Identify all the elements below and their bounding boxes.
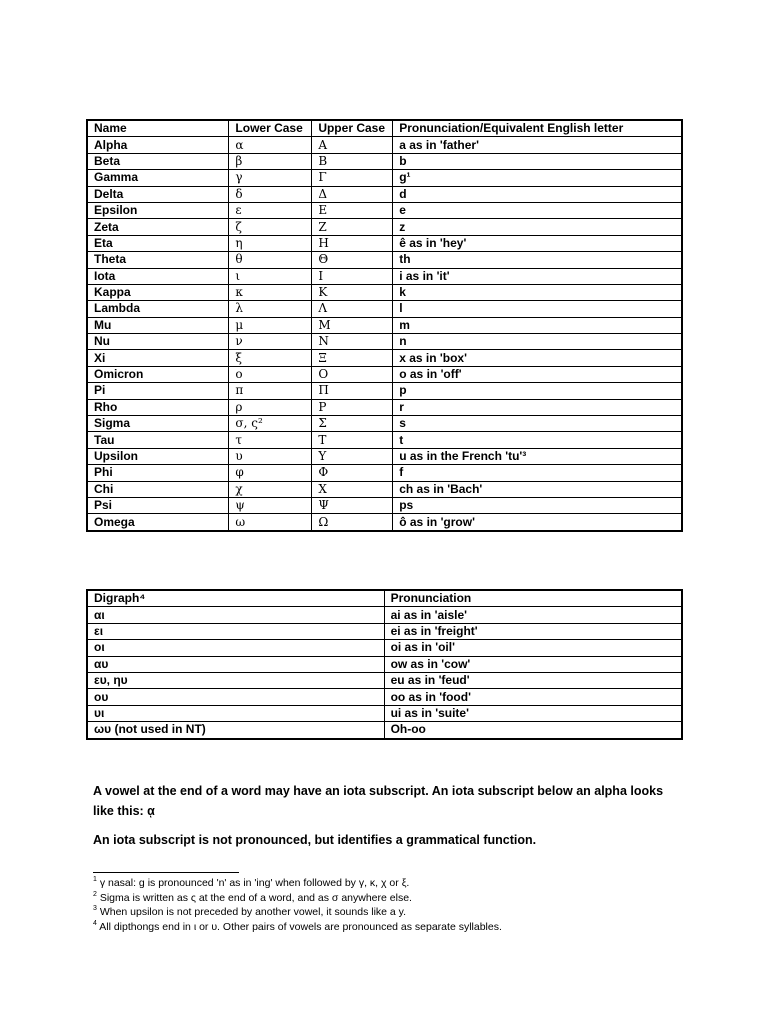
pronunciation: f: [393, 465, 682, 481]
upper-case-letter: Α: [312, 137, 393, 153]
lower-case-letter: υ: [229, 448, 312, 464]
header-upper-case: Upper Case: [312, 120, 393, 137]
lower-case-letter: θ: [229, 252, 312, 268]
table-row: [87, 623, 682, 639]
digraph-table-body: [87, 607, 682, 739]
letter-name: Epsilon: [87, 202, 229, 218]
upper-case-letter: Λ: [312, 301, 393, 317]
footnote-divider: [93, 872, 239, 873]
lower-case-letter: η: [229, 235, 312, 251]
pronunciation: p: [393, 383, 682, 399]
table-row: [87, 137, 682, 153]
table-row: [87, 202, 682, 218]
table-row: [87, 656, 682, 672]
lower-case-letter: β: [229, 153, 312, 169]
upper-case-letter: Θ: [312, 252, 393, 268]
table-row: [87, 350, 682, 366]
greek-alphabet-table: [86, 119, 683, 532]
pronunciation: ai as in 'aisle': [384, 607, 682, 623]
digraph-cell: ου: [87, 689, 384, 705]
lower-case-letter: γ: [229, 170, 312, 186]
pronunciation: ei as in 'freight': [384, 623, 682, 639]
table-row: [87, 252, 682, 268]
header-digraph: Digraph⁴: [87, 590, 384, 607]
upper-case-letter: Ι: [312, 268, 393, 284]
pronunciation: z: [393, 219, 682, 235]
digraph-cell: ει: [87, 623, 384, 639]
table-row: [87, 219, 682, 235]
letter-name: Eta: [87, 235, 229, 251]
upper-case-letter: Χ: [312, 481, 393, 497]
pronunciation: o as in 'off': [393, 366, 682, 382]
header-pronunciation: Pronunciation/Equivalent English letter: [393, 120, 682, 137]
pronunciation: s: [393, 416, 682, 432]
letter-name: Omicron: [87, 366, 229, 382]
iota-subscript-note-paragraph: An iota subscript is not pronounced, but identifies a grammatical function.: [93, 833, 537, 847]
upper-case-letter: Σ: [312, 416, 393, 432]
pronunciation: eu as in 'feud': [384, 672, 682, 688]
pronunciation: ê as in 'hey': [393, 235, 682, 251]
table-row: [87, 186, 682, 202]
upper-case-letter: Ο: [312, 366, 393, 382]
letter-name: Delta: [87, 186, 229, 202]
letter-name: Chi: [87, 481, 229, 497]
upper-case-letter: Ε: [312, 202, 393, 218]
pronunciation: g¹: [393, 170, 682, 186]
footnotes: [93, 876, 693, 934]
upper-case-letter: Π: [312, 383, 393, 399]
letter-name: Nu: [87, 334, 229, 350]
iota-subscript-paragraph: A vowel at the end of a word may have an iota subscript. An iota subscript below an alpha looks like this: ᾳ: [93, 784, 664, 818]
footnote-marker: 3: [93, 905, 97, 913]
upper-case-letter: Υ: [312, 448, 393, 464]
table-row: [87, 317, 682, 333]
letter-name: Psi: [87, 497, 229, 513]
lower-case-letter: σ, ς²: [229, 416, 312, 432]
table-row: [87, 705, 682, 721]
pronunciation: ui as in 'suite': [384, 705, 682, 721]
table-row: [87, 366, 682, 382]
table-row: [87, 481, 682, 497]
letter-name: Pi: [87, 383, 229, 399]
header-lower-case: Lower Case: [229, 120, 312, 137]
letter-name: Phi: [87, 465, 229, 481]
letter-name: Sigma: [87, 416, 229, 432]
header-pronunciation: Pronunciation: [384, 590, 682, 607]
lower-case-letter: ω: [229, 514, 312, 531]
table-row: [87, 268, 682, 284]
letter-name: Theta: [87, 252, 229, 268]
pronunciation: t: [393, 432, 682, 448]
lower-case-letter: ρ: [229, 399, 312, 415]
pronunciation: ow as in 'cow': [384, 656, 682, 672]
pronunciation: Oh-oo: [384, 722, 682, 739]
digraph-cell: αυ: [87, 656, 384, 672]
upper-case-letter: Μ: [312, 317, 393, 333]
pronunciation: x as in 'box': [393, 350, 682, 366]
digraph-table: [86, 589, 683, 740]
table-row: [87, 416, 682, 432]
letter-name: Iota: [87, 268, 229, 284]
table-row: [87, 640, 682, 656]
table-row: [87, 153, 682, 169]
upper-case-letter: Γ: [312, 170, 393, 186]
footnote-marker: 2: [93, 890, 97, 898]
pronunciation: k: [393, 284, 682, 300]
letter-name: Omega: [87, 514, 229, 531]
table-row: [87, 399, 682, 415]
lower-case-letter: τ: [229, 432, 312, 448]
footnote-text: When upsilon is not preceded by another vowel, it sounds like a y.: [99, 906, 407, 919]
lower-case-letter: ζ: [229, 219, 312, 235]
footnote-text: All dipthongs end in ι or υ. Other pairs of vowels are pronounced as separate syllables.: [99, 920, 502, 933]
lower-case-letter: α: [229, 137, 312, 153]
pronunciation: oi as in 'oil': [384, 640, 682, 656]
letter-name: Beta: [87, 153, 229, 169]
digraph-cell: ωυ (not used in NT): [87, 722, 384, 739]
pronunciation: th: [393, 252, 682, 268]
table-row: [87, 607, 682, 623]
letter-name: Zeta: [87, 219, 229, 235]
header-name: Name: [87, 120, 229, 137]
table-row: [87, 514, 682, 531]
lower-case-letter: ξ: [229, 350, 312, 366]
table-row: [87, 235, 682, 251]
footnote: [93, 876, 693, 891]
upper-case-letter: Ω: [312, 514, 393, 531]
pronunciation: b: [393, 153, 682, 169]
table-header-row: [87, 590, 682, 607]
upper-case-letter: Δ: [312, 186, 393, 202]
table-row: [87, 301, 682, 317]
upper-case-letter: Τ: [312, 432, 393, 448]
table-row: [87, 284, 682, 300]
pronunciation: n: [393, 334, 682, 350]
lower-case-letter: ν: [229, 334, 312, 350]
footnote: [93, 920, 693, 935]
table-row: [87, 689, 682, 705]
upper-case-letter: Β: [312, 153, 393, 169]
table-row: [87, 432, 682, 448]
lower-case-letter: π: [229, 383, 312, 399]
lower-case-letter: δ: [229, 186, 312, 202]
lower-case-letter: χ: [229, 481, 312, 497]
pronunciation: ô as in 'grow': [393, 514, 682, 531]
footnote: [93, 905, 693, 920]
pronunciation: l: [393, 301, 682, 317]
letter-name: Upsilon: [87, 448, 229, 464]
pronunciation: ch as in 'Bach': [393, 481, 682, 497]
digraph-cell: υι: [87, 705, 384, 721]
letter-name: Xi: [87, 350, 229, 366]
letters-table-body: [87, 137, 682, 531]
table-row: [87, 497, 682, 513]
table-row: [87, 465, 682, 481]
table-row: [87, 722, 682, 739]
table-row: [87, 383, 682, 399]
footnote-marker: 1: [93, 876, 97, 883]
lower-case-letter: ι: [229, 268, 312, 284]
pronunciation: u as in the French 'tu'³: [393, 448, 682, 464]
upper-case-letter: Κ: [312, 284, 393, 300]
lower-case-letter: μ: [229, 317, 312, 333]
digraph-cell: αι: [87, 607, 384, 623]
pronunciation: oo as in 'food': [384, 689, 682, 705]
lower-case-letter: λ: [229, 301, 312, 317]
digraph-cell: οι: [87, 640, 384, 656]
table-row: [87, 170, 682, 186]
footnote-text: γ nasal: g is pronounced 'n' as in 'ing' when followed by γ, κ, χ or ξ.: [99, 877, 410, 889]
pronunciation: m: [393, 317, 682, 333]
letter-name: Tau: [87, 432, 229, 448]
letter-name: Kappa: [87, 284, 229, 300]
pronunciation: r: [393, 399, 682, 415]
upper-case-letter: Ξ: [312, 350, 393, 366]
digraph-cell: ευ, ηυ: [87, 672, 384, 688]
upper-case-letter: Ρ: [312, 399, 393, 415]
table-row: [87, 448, 682, 464]
lower-case-letter: ψ: [229, 497, 312, 513]
letter-name: Mu: [87, 317, 229, 333]
table-header-row: [87, 120, 682, 137]
upper-case-letter: Φ: [312, 465, 393, 481]
letter-name: Gamma: [87, 170, 229, 186]
table-row: [87, 334, 682, 350]
pronunciation: i as in 'it': [393, 268, 682, 284]
lower-case-letter: κ: [229, 284, 312, 300]
upper-case-letter: Η: [312, 235, 393, 251]
footnote-text: Sigma is written as ς at the end of a word, and as σ anywhere else.: [99, 891, 412, 904]
table-row: [87, 672, 682, 688]
upper-case-letter: Ν: [312, 334, 393, 350]
footnote: [93, 891, 693, 906]
pronunciation: e: [393, 202, 682, 218]
letter-name: Lambda: [87, 301, 229, 317]
lower-case-letter: φ: [229, 465, 312, 481]
upper-case-letter: Ζ: [312, 219, 393, 235]
pronunciation: a as in 'father': [393, 137, 682, 153]
upper-case-letter: Ψ: [312, 497, 393, 513]
lower-case-letter: ε: [229, 202, 312, 218]
letter-name: Alpha: [87, 137, 229, 153]
lower-case-letter: ο: [229, 366, 312, 382]
pronunciation: ps: [393, 497, 682, 513]
pronunciation: d: [393, 186, 682, 202]
footnote-marker: 4: [93, 919, 97, 927]
letter-name: Rho: [87, 399, 229, 415]
